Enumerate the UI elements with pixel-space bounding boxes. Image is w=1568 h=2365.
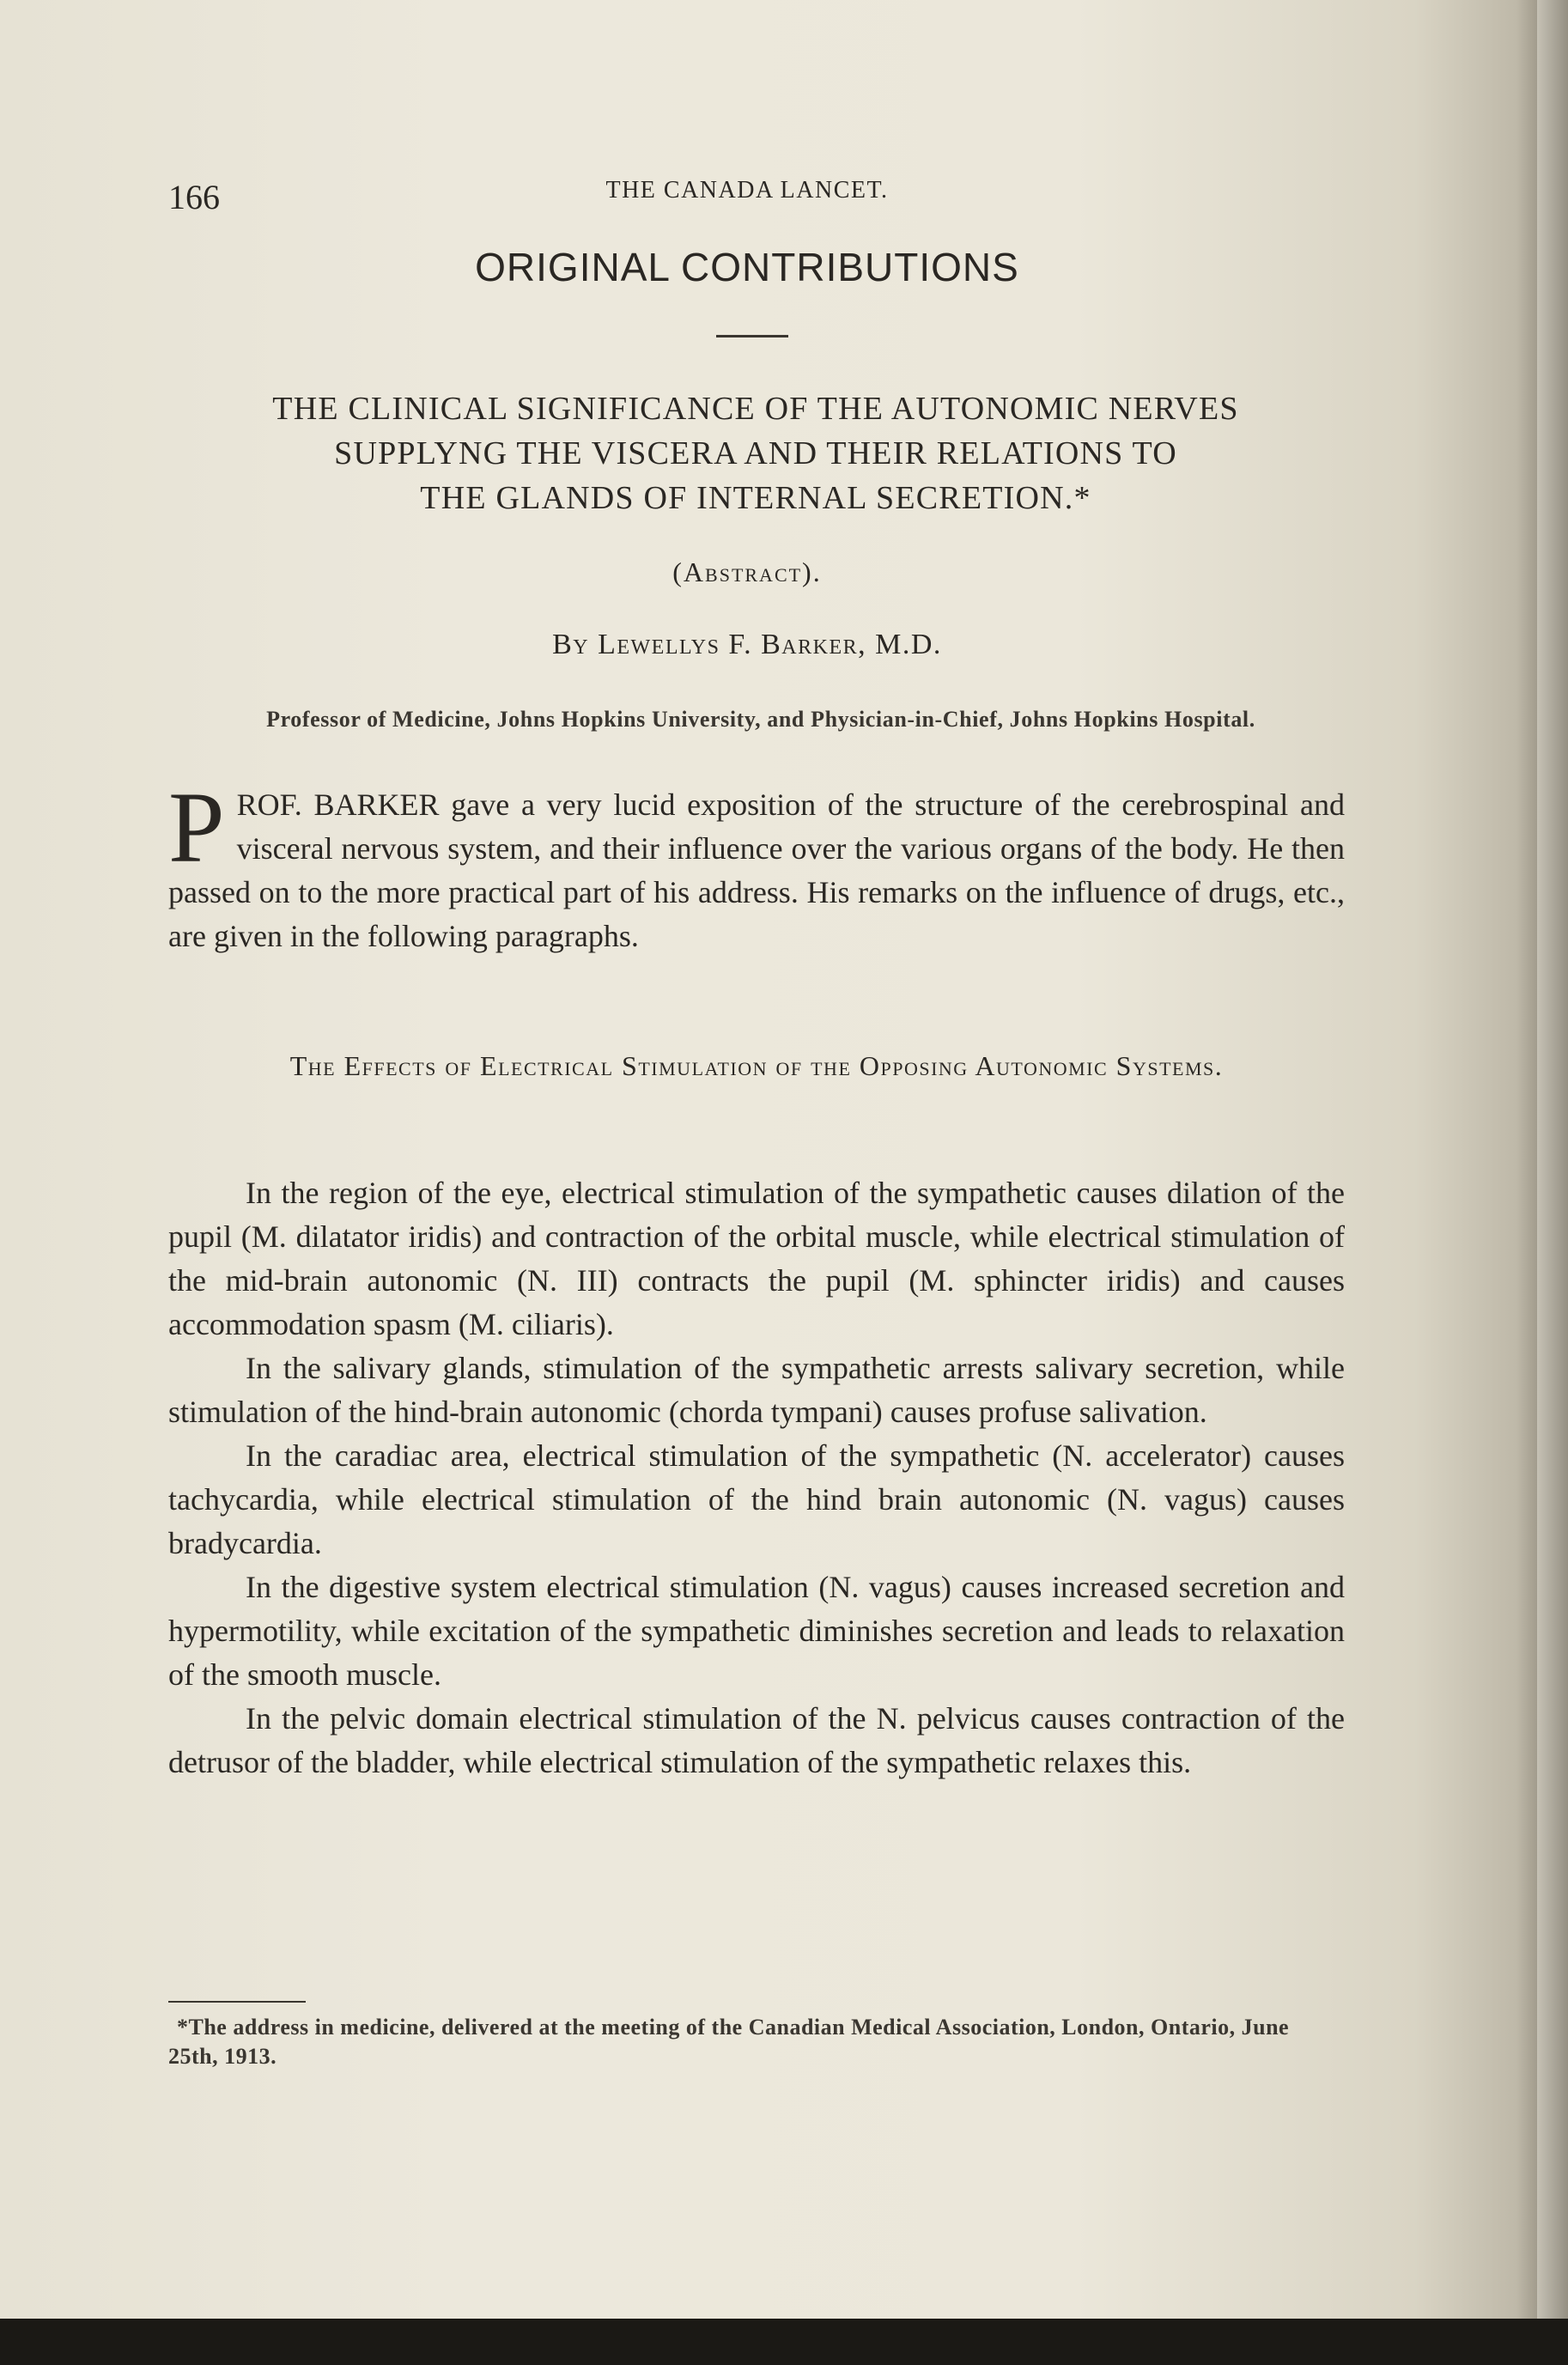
intro-text: ROF. BARKER gave a very lucid exposition of the structure of the cerebrospinal and visceral nervous system, and their influence over the various organs of the body. He then passed on to the more practical part of his address. His remarks on the influence of drugs, etc., are given in the following paragraphs. xyxy=(168,787,1345,953)
author-affiliation: Professor of Medicine, Johns Hopkins University, and Physician-in-Chief, Johns Hopkins Hospital. xyxy=(266,707,1255,732)
intro-paragraph xyxy=(168,771,1345,958)
footnote: *The address in medicine, delivered at the meeting of the Canadian Medical Association, London, Ontario, June 25th, 1913. xyxy=(168,2015,1290,2069)
paragraph: In the pelvic domain electrical stimulation of the N. pelvicus causes contraction of the detrusor of the bladder, while electrical stimulation of the sympathetic relaxes this. xyxy=(168,1701,1345,1779)
author-degree: M.D. xyxy=(875,629,942,660)
binding-shadow xyxy=(1516,0,1568,2365)
abstract-label: (Abstract). xyxy=(672,556,822,587)
byline-prefix: By xyxy=(552,629,590,660)
page-bottom-edge xyxy=(0,2319,1568,2365)
footnote-rule xyxy=(168,2001,306,2003)
author-name: Lewellys F. Barker, xyxy=(598,629,867,660)
page-number: 166 xyxy=(168,178,220,216)
running-title: THE CANADA LANCET. xyxy=(605,177,889,204)
paragraph: In the digestive system electrical stimulation (N. vagus) causes increased secretion and hypermotility, while excitation of the sympathetic diminishes secretion and leads to relaxation of the smooth muscle. xyxy=(168,1570,1345,1692)
paragraph: In the region of the eye, electrical stimulation of the sympathetic causes dilation of the pupil (M. dilatator iridis) and contraction of the orbital muscle, while electrical stimulation of the mid-brain autonomic (N. III) contracts the pupil (M. sphincter iridis) and causes accommodation spasm (M. ciliaris). xyxy=(168,1176,1345,1341)
paragraph: In the caradiac area, electrical stimulation of the sympathetic (N. accelerator) causes tachycardia, while electrical stimulation of the hind brain autonomic (N. vagus) causes bradycardia. xyxy=(168,1438,1345,1560)
body-paragraphs xyxy=(168,1171,1345,1784)
title-line: THE CLINICAL SIGNIFICANCE OF THE AUTONOMIC NERVES xyxy=(272,391,1239,427)
title-line: THE GLANDS OF INTERNAL SECRETION.* xyxy=(420,480,1091,516)
section-title: ORIGINAL CONTRIBUTIONS xyxy=(475,245,1019,289)
article-title xyxy=(155,386,1357,520)
byline xyxy=(0,629,1494,661)
paragraph: In the salivary glands, stimulation of the sympathetic arrests salivary secretion, while stimulation of the hind-brain autonomic (chorda tympani) causes profuse salivation. xyxy=(168,1351,1345,1429)
title-line: SUPPLYNG THE VISCERA AND THEIR RELATIONS TO xyxy=(334,435,1177,471)
subheading: The Effects of Electrical Stimulation of the Opposing Autonomic Systems. xyxy=(289,1050,1224,1081)
drop-cap: P xyxy=(168,771,225,884)
section-divider xyxy=(716,335,788,337)
